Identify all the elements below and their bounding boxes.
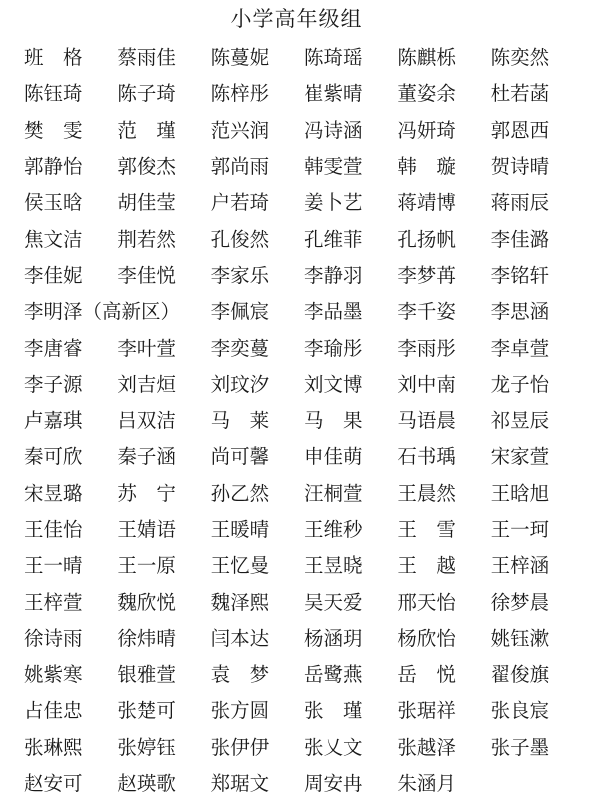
- student-name: 李奕蔓: [210, 336, 270, 360]
- student-name: 吴天爱: [303, 590, 363, 614]
- name-row: [24, 439, 584, 475]
- student-name: 张婷钰: [117, 735, 176, 759]
- student-name: 孙乙然: [210, 481, 270, 505]
- student-name: 崔紫晴: [303, 82, 363, 106]
- name-row: [24, 766, 584, 802]
- student-name: 石书瑀: [397, 445, 456, 469]
- student-name: 荆若然: [117, 227, 176, 251]
- student-name: 王暖晴: [210, 518, 270, 541]
- student-name: 闫本达: [210, 626, 270, 650]
- student-name: 陈蔓妮: [210, 46, 270, 70]
- name-row: [24, 149, 584, 185]
- student-name: 王忆曼: [210, 554, 270, 578]
- student-name: 魏欣悦: [117, 590, 176, 614]
- student-name: 占佳忠: [24, 699, 83, 723]
- student-name: 张方圆: [210, 699, 270, 723]
- student-name: 岳 悦: [397, 663, 456, 687]
- name-row: [24, 294, 584, 330]
- student-name: 王一珂: [490, 518, 550, 541]
- student-name: 陈奕然: [490, 46, 550, 70]
- student-name: 李卓萱: [490, 336, 550, 360]
- student-name: 陈梓彤: [210, 82, 270, 106]
- student-name: 焦文洁: [24, 227, 83, 251]
- name-row: [24, 657, 584, 693]
- name-row: [24, 330, 584, 366]
- student-name: 马语晨: [397, 409, 456, 433]
- student-name: 孔扬帆: [397, 227, 456, 251]
- student-name: 张琚祥: [397, 699, 456, 723]
- student-name: 秦可欣: [24, 445, 83, 469]
- student-name: 陈子琦: [117, 82, 176, 106]
- student-name: 秦子涵: [117, 445, 176, 469]
- student-name: 申佳萌: [303, 445, 363, 469]
- student-name: 李佩宸: [210, 300, 270, 324]
- name-row: [24, 548, 584, 584]
- student-name: 翟俊旗: [490, 663, 550, 687]
- student-name: 刘玟汐: [210, 372, 270, 396]
- student-name: 马 果: [303, 409, 363, 433]
- student-name: 姚钰漱: [490, 626, 550, 650]
- student-name: 袁 梦: [210, 663, 270, 687]
- name-row: [24, 693, 584, 729]
- student-name: 李瑜彤: [303, 336, 363, 360]
- student-name: 朱涵月: [397, 772, 456, 796]
- student-name: 杜若菡: [490, 82, 550, 106]
- student-name: 李梦苒: [397, 263, 456, 287]
- student-name: 苏 宁: [117, 481, 176, 505]
- student-name: 李铭轩: [490, 263, 550, 287]
- student-name: 冯诗涵: [303, 118, 363, 142]
- student-name: 王 越: [397, 554, 456, 578]
- name-row: [24, 367, 584, 403]
- student-name: 张 瑾: [303, 699, 363, 723]
- student-name: 孔俊然: [210, 227, 270, 251]
- student-name: 徐炜晴: [117, 626, 176, 650]
- student-name: 王一晴: [24, 554, 83, 578]
- student-name: 李静羽: [303, 263, 363, 287]
- student-name: 张楚可: [117, 699, 176, 723]
- student-name: 李家乐: [210, 263, 270, 287]
- student-name: 郭恩西: [490, 118, 550, 142]
- student-name: 王维秒: [303, 518, 363, 541]
- student-name: 李佳悦: [117, 263, 176, 287]
- student-name: 郭尚雨: [210, 155, 270, 179]
- name-row: [24, 113, 584, 149]
- student-name: 尚可馨: [210, 445, 270, 469]
- student-name: 董姿余: [397, 82, 456, 106]
- student-name: 王梓萱: [24, 590, 83, 614]
- student-name: 蒋靖博: [397, 191, 456, 215]
- student-name: 张越泽: [397, 735, 456, 759]
- student-name: 邢天怡: [397, 590, 456, 614]
- student-name: 陈琦瑶: [303, 46, 363, 70]
- student-name: 李子源: [24, 372, 83, 396]
- student-name: 冯妍琦: [397, 118, 456, 142]
- student-name: 刘吉烜: [117, 372, 176, 396]
- student-name: 宋昱璐: [24, 481, 83, 505]
- student-name: 蔡雨佳: [117, 46, 176, 70]
- student-name: 魏泽熙: [210, 590, 270, 614]
- student-name: 祁昱辰: [490, 409, 550, 433]
- student-name: 李思涵: [490, 300, 550, 324]
- student-name: 范 瑾: [117, 118, 176, 142]
- student-name: 范兴润: [210, 118, 270, 142]
- student-name: 刘中南: [397, 372, 456, 396]
- student-name: 王梓涵: [490, 554, 550, 578]
- student-name: 刘文博: [303, 372, 363, 396]
- student-name: 马 莱: [210, 409, 270, 433]
- student-name: 陈钰琦: [24, 82, 83, 106]
- student-name: 杨欣怡: [397, 626, 456, 650]
- student-name: 李明泽（高新区）: [24, 300, 181, 324]
- student-name: 徐梦晨: [490, 590, 550, 614]
- student-name: 李佳潞: [490, 227, 550, 251]
- name-row: [24, 40, 584, 76]
- name-row: [24, 185, 584, 221]
- name-row: [24, 76, 584, 112]
- student-name: 李唐睿: [24, 336, 83, 360]
- student-name: 蒋雨辰: [490, 191, 550, 215]
- student-name: 韩 璇: [397, 155, 456, 179]
- student-name: 宋家萱: [490, 445, 550, 469]
- name-row: [24, 621, 584, 657]
- name-list: [24, 40, 584, 802]
- student-name: 龙子怡: [490, 372, 550, 396]
- student-name: 李叶萱: [117, 336, 176, 360]
- student-name: 贺诗晴: [490, 155, 550, 179]
- student-name: 李雨彤: [397, 336, 456, 360]
- name-row: [24, 584, 584, 620]
- student-name: 李千姿: [397, 300, 456, 324]
- name-row: [24, 512, 584, 548]
- name-row: [24, 403, 584, 439]
- student-name: 户若琦: [210, 191, 270, 215]
- student-name: 孔维菲: [303, 227, 363, 251]
- student-name: 郭静怡: [24, 155, 83, 179]
- student-name: 胡佳莹: [117, 191, 176, 215]
- student-name: 岳鹭燕: [303, 663, 363, 687]
- student-name: 卢嘉琪: [24, 409, 83, 433]
- student-name: 张良宸: [490, 699, 550, 723]
- student-name: 徐诗雨: [24, 626, 83, 650]
- student-name: 汪桐萱: [303, 481, 363, 505]
- student-name: 赵安可: [24, 772, 83, 796]
- student-name: 王佳怡: [24, 518, 83, 541]
- student-name: 李佳妮: [24, 263, 83, 287]
- student-name: 姚紫寒: [24, 663, 83, 687]
- student-name: 张伊伊: [210, 735, 270, 759]
- student-name: 班 格: [24, 46, 83, 70]
- student-name: 王晗旭: [490, 481, 550, 505]
- student-name: 王 雪: [397, 518, 456, 541]
- student-name: 王昱晓: [303, 554, 363, 578]
- student-name: 韩雯萱: [303, 155, 363, 179]
- student-name: 樊 雯: [24, 118, 83, 142]
- name-row: [24, 258, 584, 294]
- student-name: 杨涵玥: [303, 626, 363, 650]
- student-name: 侯玉晗: [24, 191, 83, 215]
- student-name: 姜卜艺: [303, 191, 363, 215]
- name-row: [24, 476, 584, 512]
- student-name: 赵瑛歌: [117, 772, 176, 796]
- student-name: 李品墨: [304, 300, 363, 324]
- student-name: 吕双洁: [117, 409, 176, 433]
- student-name: 周安冉: [303, 772, 363, 796]
- page-title: 小学高年级组: [230, 7, 363, 31]
- student-name: 王一原: [117, 554, 176, 578]
- student-name: 郑琚文: [210, 772, 270, 796]
- name-row: [24, 221, 584, 257]
- student-name: 王晨然: [397, 481, 456, 505]
- student-name: 银雅萱: [117, 663, 176, 687]
- student-name: 张子墨: [490, 735, 550, 759]
- student-name: 张乂文: [303, 735, 363, 759]
- student-name: 陈麒栎: [397, 46, 456, 70]
- name-row: [24, 730, 584, 766]
- student-name: 郭俊杰: [117, 155, 176, 179]
- student-name: 张琳熙: [24, 735, 83, 759]
- student-name: 王婧语: [117, 518, 176, 541]
